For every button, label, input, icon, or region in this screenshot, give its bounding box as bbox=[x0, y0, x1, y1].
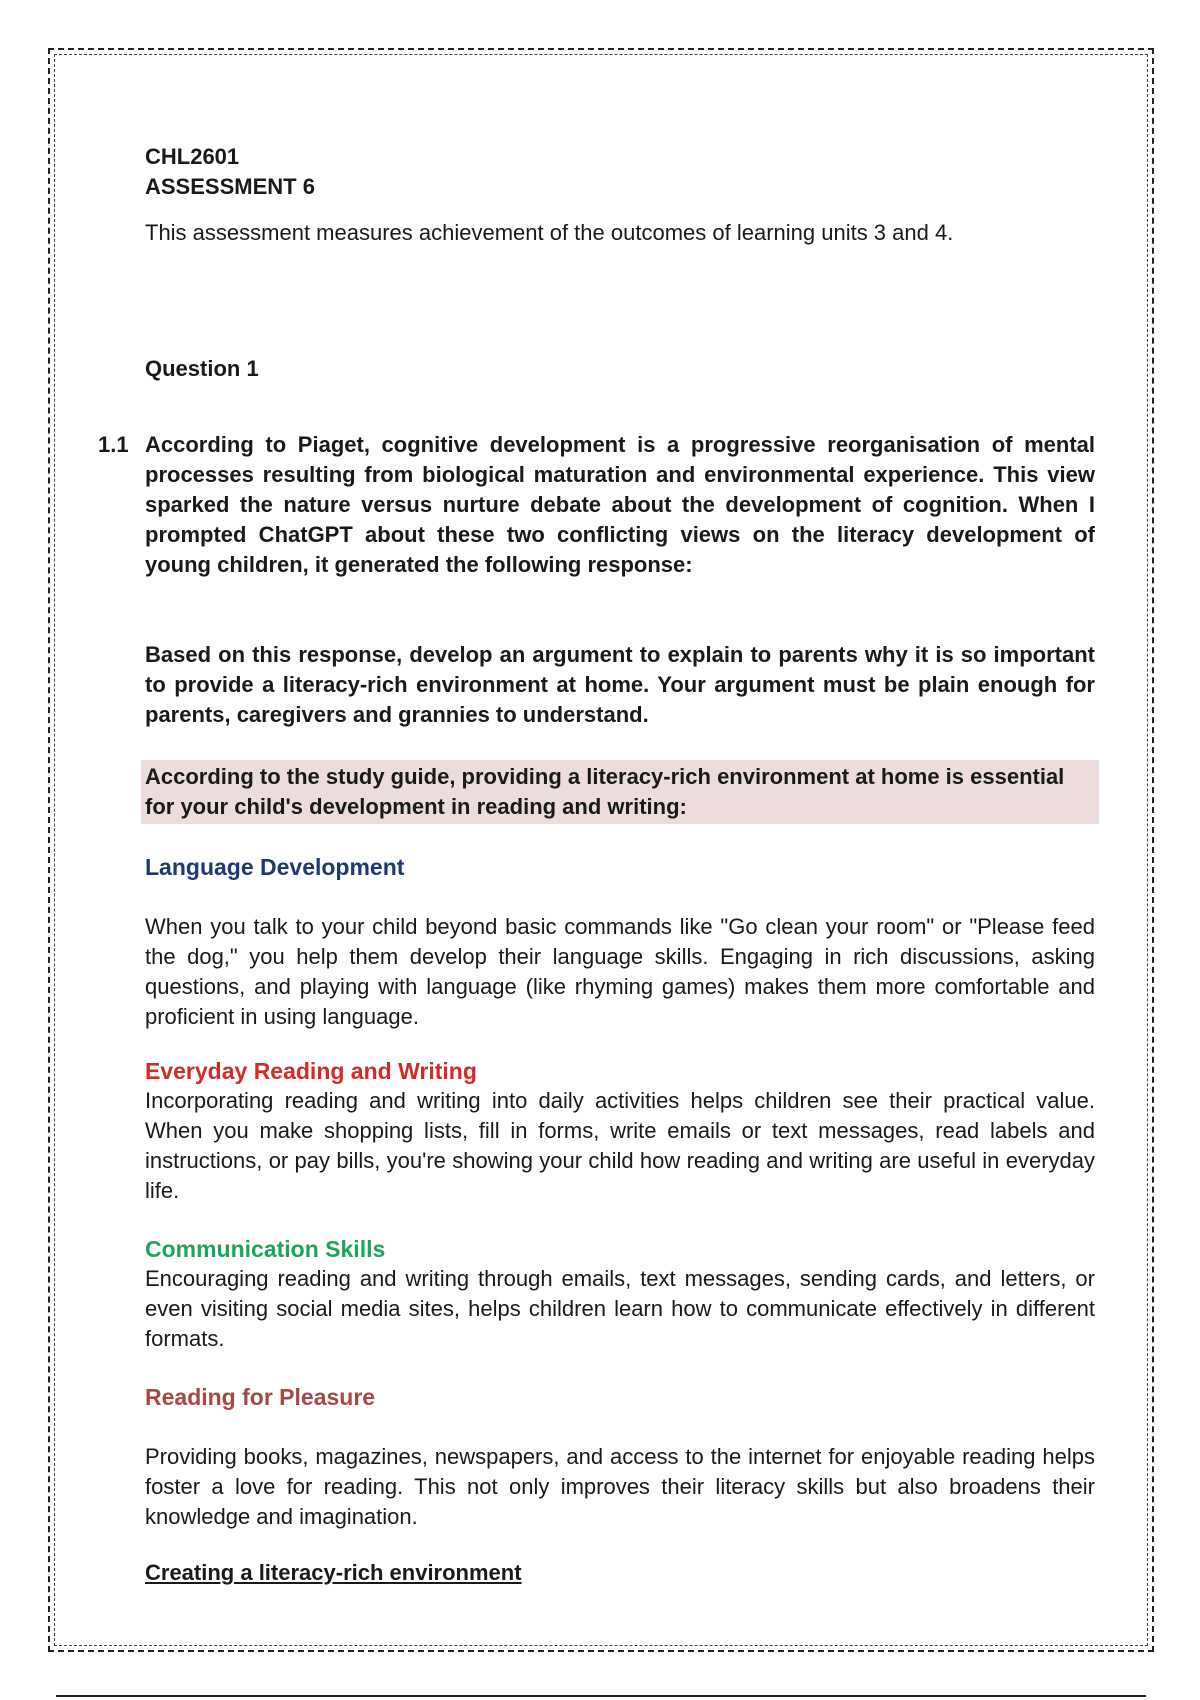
section-body-everyday-reading: Incorporating reading and writing into daily activities helps children see their practical value. When you make shopping lists, fill in forms, write emails or text messages, read labels and instructions, or pay bills, you're showing your child how reading and writing are useful in everyday life. bbox=[145, 1088, 1095, 1203]
section-body-communication-skills: Encouraging reading and writing through emails, text messages, sending cards, and letters, or even visiting social media sites, helps children learn how to communicate effectively in different formats. bbox=[145, 1266, 1095, 1351]
section-body-language-development: When you talk to your child beyond basic commands like "Go clean your room" or "Please feed the dog," you help them develop their language skills. Engaging in rich discussions, asking questions, and playing with language (like rhyming games) makes them more comfortable and proficient in using language. bbox=[145, 914, 1095, 1029]
question-heading: Question 1 bbox=[145, 356, 259, 381]
question-number: 1.1 bbox=[98, 432, 129, 457]
bottom-rule bbox=[56, 1695, 1146, 1697]
highlighted-statement: According to the study guide, providing a literacy-rich environment at home is essential for your child's development in reading and writing: bbox=[141, 760, 1099, 824]
section-body-reading-for-pleasure: Providing books, magazines, newspapers, and access to the internet for enjoyable reading helps foster a love for reading. This not only improves their literacy skills but also broadens their knowledge and imagination. bbox=[145, 1444, 1095, 1529]
section-heading-language-development: Language Development bbox=[145, 854, 405, 880]
question-text: According to Piaget, cognitive development is a progressive reorganisation of mental processes resulting from biological maturation and environmental experience. This view sparked the nature versus nurture debate about the development of cognition. When I prompted ChatGPT about these two conflicting views on the literacy development of young children, it generated the following response: bbox=[145, 432, 1095, 577]
section-heading-communication-skills: Communication Skills bbox=[145, 1236, 386, 1262]
assessment-title: ASSESSMENT 6 bbox=[145, 174, 315, 199]
question-block bbox=[98, 430, 1095, 580]
section-heading-everyday-reading: Everyday Reading and Writing bbox=[145, 1058, 477, 1084]
document-content bbox=[98, 142, 1095, 1588]
final-heading: Creating a literacy-rich environment bbox=[145, 1560, 522, 1585]
instruction-text: Based on this response, develop an argument to explain to parents why it is so important to provide a literacy-rich environment at home. Your argument must be plain enough for parents, caregivers and grannies to understand. bbox=[145, 642, 1095, 727]
section-heading-reading-for-pleasure: Reading for Pleasure bbox=[145, 1384, 376, 1410]
intro-text: This assessment measures achievement of the outcomes of learning units 3 and 4. bbox=[145, 220, 954, 245]
course-code: CHL2601 bbox=[145, 144, 240, 169]
